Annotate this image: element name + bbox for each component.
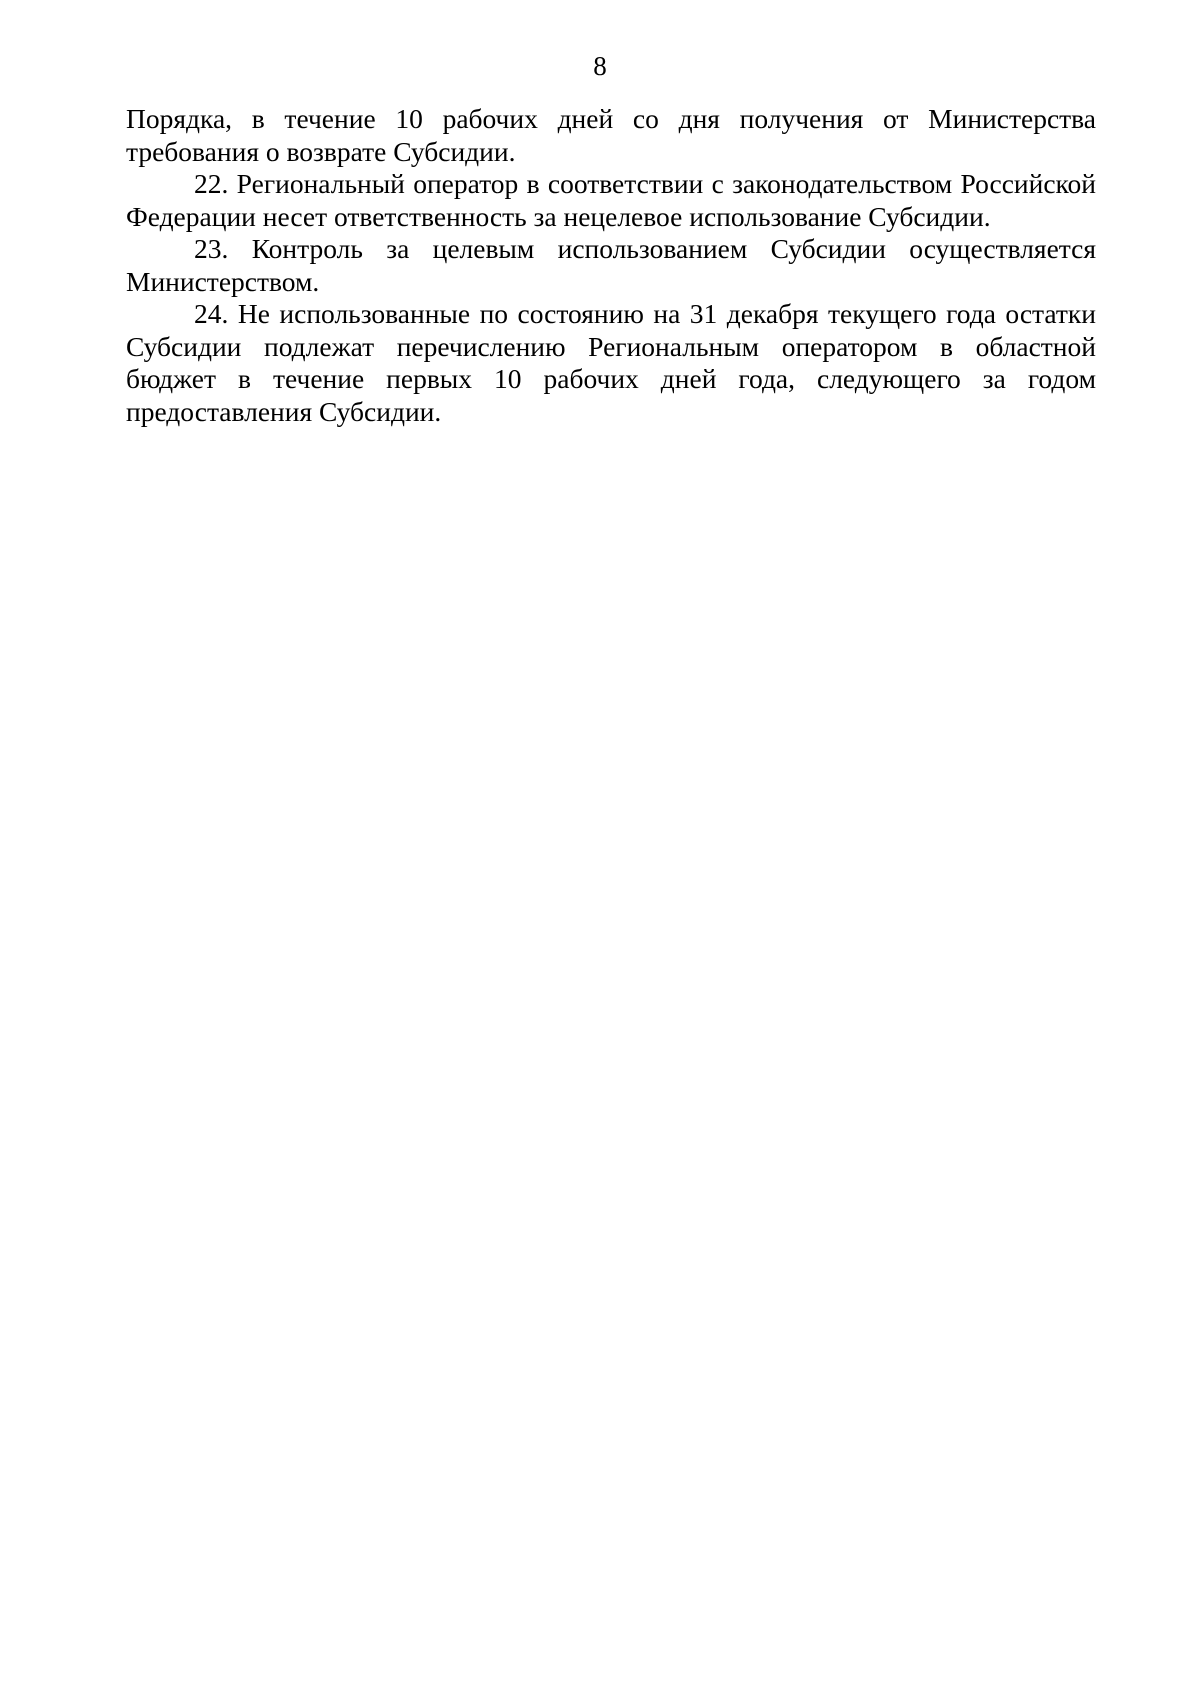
paragraph-continuation: Порядка, в течение 10 рабочих дней со дня получения от Министерства требования о возврате Субсидии. [126,103,1096,167]
paragraph-23: 23. Контроль за целевым использованием Субсидии осуществляется Министерством. [126,233,1096,297]
page-number: 8 [593,51,607,81]
paragraph-24: 24. Не использованные по состоянию на 31 декабря текущего года остатки Субсидии подлежат перечислению Региональным оператором в областной бюджет в течение первых 10 рабочих дней года, следующего за годом предоставления Субсидии. [126,298,1096,427]
paragraph-22: 22. Региональный оператор в соответствии с законодательством Российской Федерации несет ответственность за нецелевое использование Субсидии. [126,168,1096,232]
document-body [126,103,1096,428]
